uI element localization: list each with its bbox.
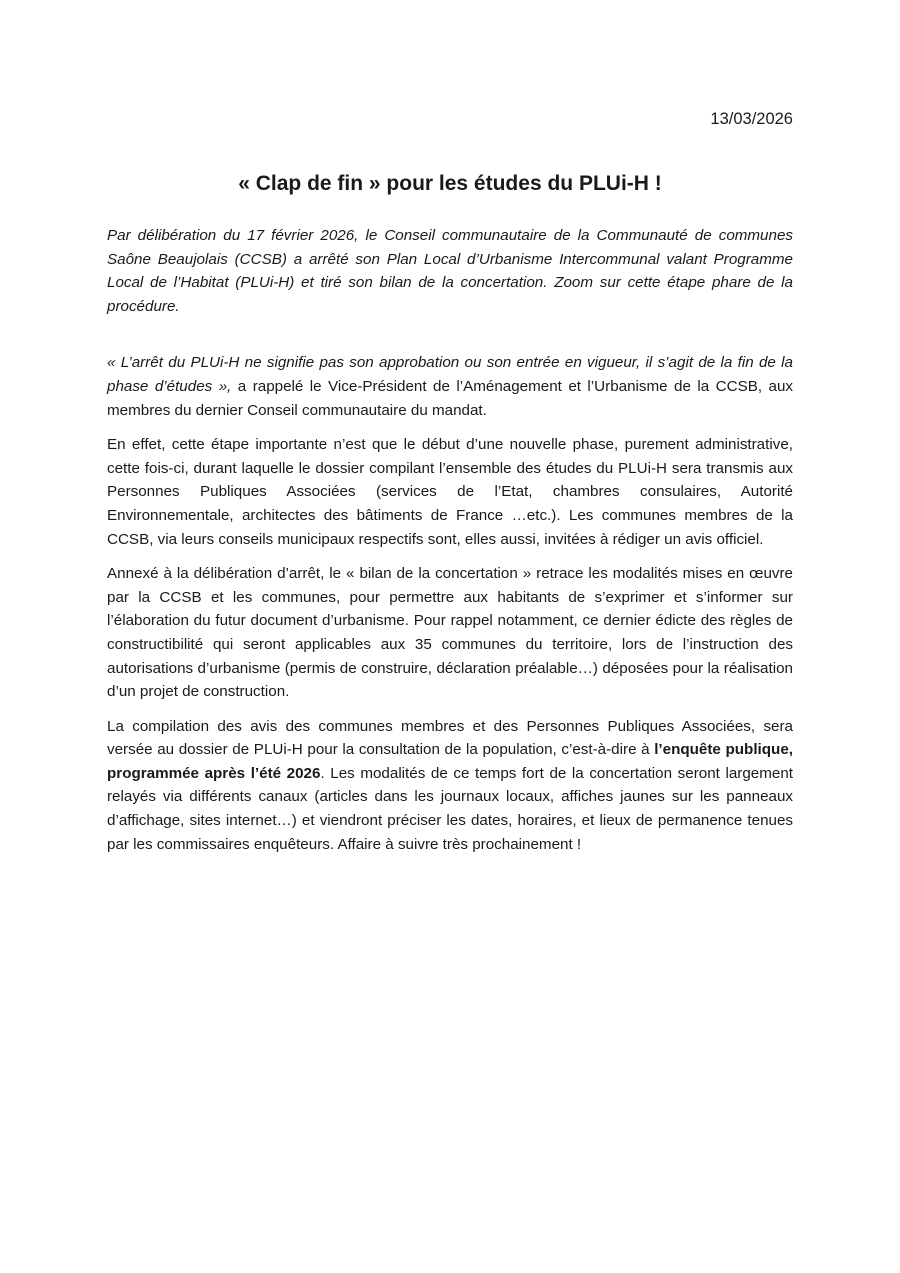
paragraph-concertation-report: Annexé à la délibération d’arrêt, le « bilan de la concertation » retrace les modalités mises en œuvre par la CCSB et les communes, pour permettre aux habitants de s’exprimer et s’informer sur l’élaboration du futur document d’urbanisme. Pour rappel notamment, ce dernier édicte des règles de constructibilité qui seront applicables aux 35 communes du territoire, lors de l’instruction des autorisations d’urbanisme (permis de construire, déclaration préalable…) déposées pour la réalisation d’un projet de construction. <box>107 565 793 701</box>
document-title: « Clap de fin » pour les études du PLUi-H ! <box>238 172 662 195</box>
quote-attribution: a rappelé le Vice-Président de l’Aménagement et l’Urbanisme de la CCSB, aux membres du dernier Conseil communautaire du mandat. <box>107 377 794 419</box>
document-body <box>107 224 793 867</box>
inquiry-highlight: l’enquête publique, programmée après l’été 2026 <box>107 741 793 782</box>
inquiry-text-before: La compilation des avis des communes membres et des Personnes Publiques Associées, sera versée au dossier de PLUi-H pour la consultation de la population, c’est-à-dire à <box>107 717 793 759</box>
quote-text: « L’arrêt du PLUi-H ne signifie pas son approbation ou son entrée en vigueur, il s’agit de la fin de la phase d’études », <box>107 354 793 395</box>
paragraph-quote <box>107 351 793 422</box>
intro-paragraph: Par délibération du 17 février 2026, le Conseil communautaire de la Communauté de communes Saône Beaujolais (CCSB) a arrêté son Plan Local d’Urbanisme Intercommunal valant Programme Local de l’Habitat (PLUi-H) et tiré son bilan de la concertation. Zoom sur cette étape phare de la procédure. <box>107 227 793 315</box>
document-date: 13/03/2026 <box>710 110 793 128</box>
inquiry-text-after: . Les modalités de ce temps fort de la concertation seront largement relayés via différents canaux (articles dans les journaux locaux, affiches jaunes sur les panneaux d’affichage, sites internet…) et viendront préciser les dates, horaires, et lieux de permanence tenues par les commissaires enquêteurs. Affaire à suivre très prochainement ! <box>107 764 793 853</box>
paragraph-administrative-phase: En effet, cette étape importante n’est que le début d’une nouvelle phase, purement administrative, cette fois-ci, durant laquelle le dossier compilant l’ensemble des études du PLUi-H sera transmis aux Personnes Publiques Associées (services de l’Etat, chambres consulaires, Autorité Environnementale, architectes des bâtiments de France …etc.). Les communes membres de la CCSB, via leurs conseils municipaux respectifs sont, elles aussi, invitées à rédiger un avis officiel. <box>107 436 793 548</box>
paragraph-public-inquiry <box>107 715 793 857</box>
